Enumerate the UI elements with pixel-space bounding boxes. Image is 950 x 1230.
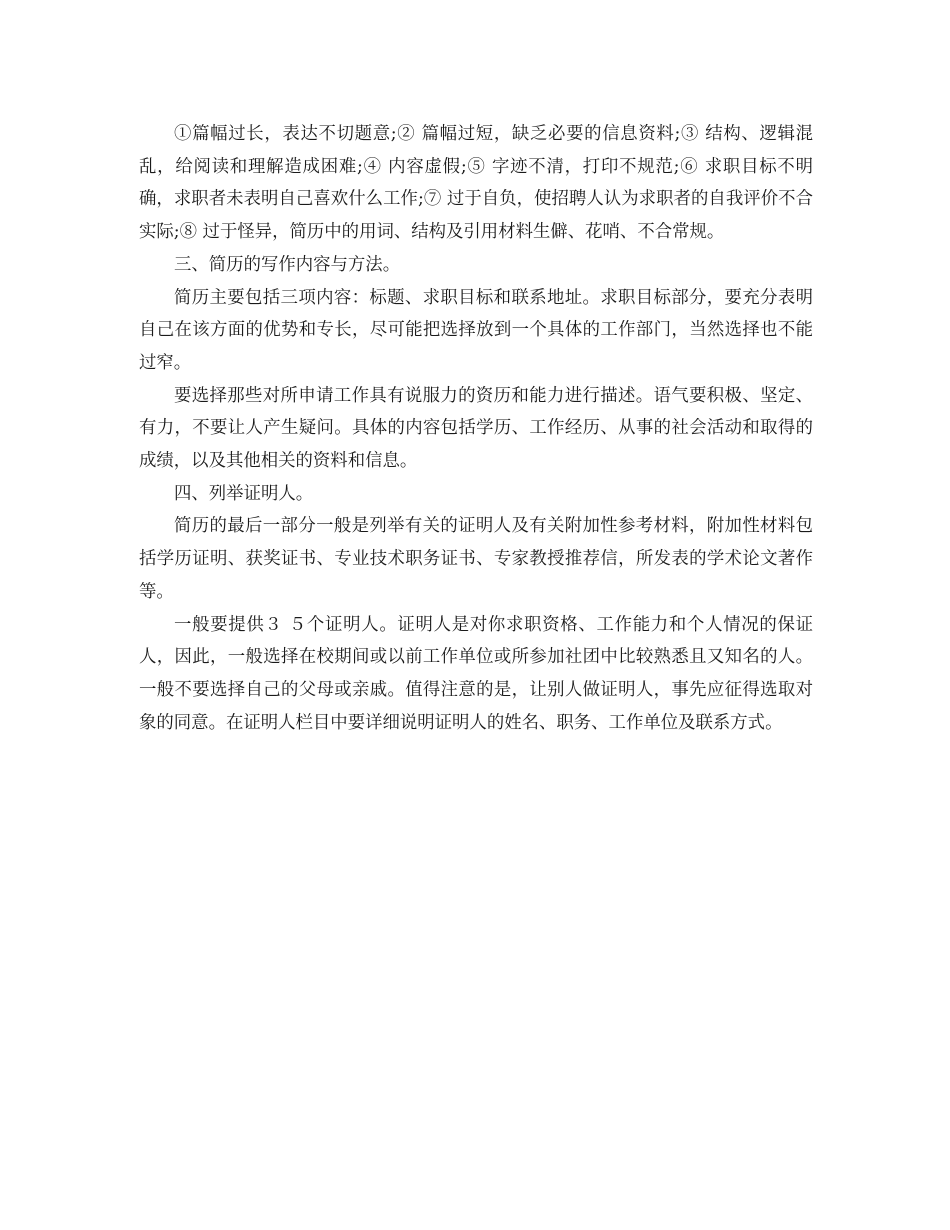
paragraph-references-intro: 简历的最后一部分一般是列举有关的证明人及有关附加性参考材料，附加性材料包括学历证明、获奖证书、专业技术职务证书、专家教授推荐信，所发表的学术论文著作等。 [139,516,813,602]
paragraph-common-mistakes: ①篇幅过长，表达不切题意;② 篇幅过短，缺乏必要的信息资料;③ 结构、逻辑混乱，给阅读和理解造成困难;④ 内容虚假;⑤ 字迹不清，打印不规范;⑥ 求职目标不明确，求职者未表明自己喜欢什么工作;⑦ 过于自负，使招聘人认为求职者的自我评价不合实际;⑧ 过于怪异，简历中的用词、结构及引用材料生僻、花哨、不合常规。 [139,124,813,243]
section-heading-writing-content: 三、简历的写作内容与方法。 [174,254,401,275]
paragraph-qualifications: 要选择那些对所申请工作具有说服力的资历和能力进行描述。语气要积极、坚定、有力，不要让人产生疑问。具体的内容包括学历、工作经历、从事的社会活动和取得的成绩，以及其他相关的资料和信息。 [139,385,813,472]
section-heading-references: 四、列举证明人。 [174,483,314,504]
paragraph-resume-contents: 简历主要包括三项内容：标题、求职目标和联系地址。求职目标部分，要充分表明自己在该方面的优势和专长，尽可能把选择放到一个具体的工作部门，当然选择也不能过窄。 [139,287,813,373]
paragraph-references-detail: 一般要提供３ ５个证明人。证明人是对你求职资格、工作能力和个人情况的保证人，因此，一般选择在校期间或以前工作单位或所参加社团中比较熟悉且又知名的人。一般不要选择自己的父母或亲戚。值得注意的是，让别人做证明人，事先应征得选取对象的同意。在证明人栏目中要详细说明证明人的姓名、职务、工作单位及联系方式。 [139,614,813,733]
document-body [139,118,813,739]
